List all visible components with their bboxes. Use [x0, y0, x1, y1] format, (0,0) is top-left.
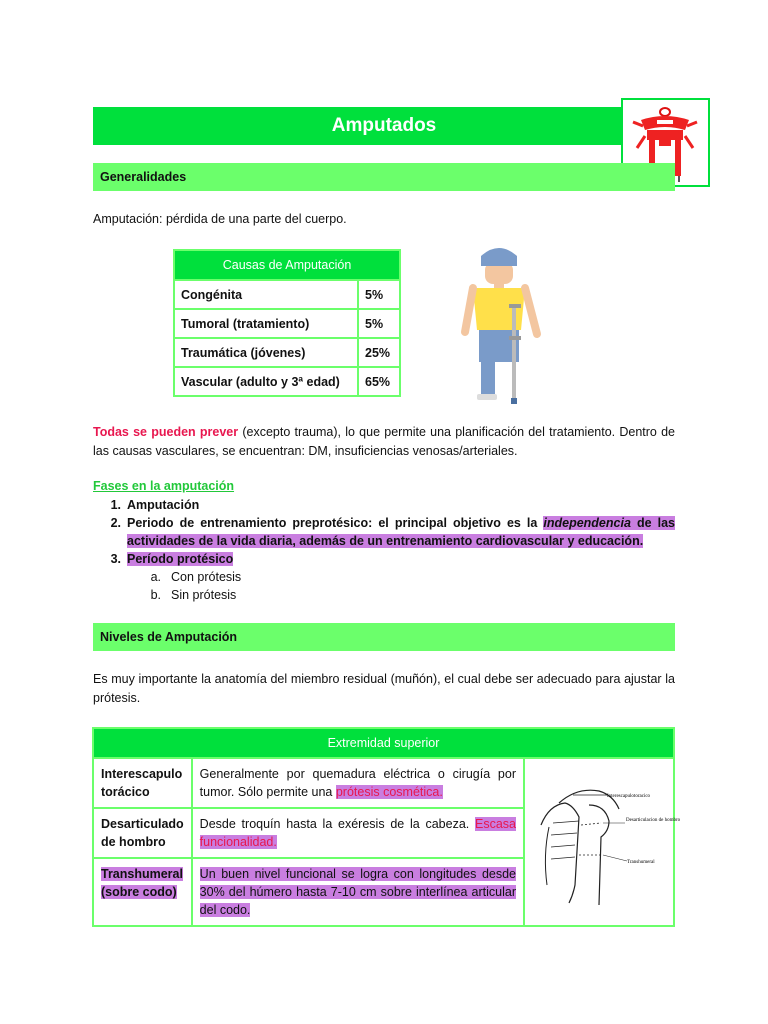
ext-table-header: Extremidad superior — [93, 728, 674, 758]
section-generalidades: Generalidades — [93, 163, 675, 191]
extremidad-superior-table — [92, 727, 681, 927]
page-title: Amputados — [93, 107, 675, 145]
niveles-text: Es muy importante la anatomía del miembro residual (muñón), el cual debe ser adecuado para ajustar la prótesis. — [93, 672, 675, 705]
causes-table-header: Causas de Amputación — [174, 250, 400, 280]
pct-cell: 5% — [358, 280, 400, 309]
diagram-label: Transhumeral — [627, 859, 655, 865]
prevent-strong: Todas se pueden prever — [93, 425, 239, 439]
list-item: 1. Amputación — [110, 498, 200, 512]
amputee-icon — [455, 242, 550, 407]
level-desc: Desde troquín hasta la exéresis de la cabeza. Escasa funcionalidad. — [192, 808, 524, 858]
shoulder-diagram-icon — [529, 765, 681, 915]
section-niveles: Niveles de Amputación — [93, 623, 675, 651]
diagram-label: Interescapulotoracico — [607, 793, 651, 799]
list-item: 2. Periodo de entrenamiento preprotésico: el principal objetivo es la independencia de las actividades de la vida diaria, además de un entrenamiento cardiovascular y educación. — [110, 516, 675, 548]
fases-heading — [93, 477, 234, 496]
cause-cell: Congénita — [174, 280, 358, 309]
cause-cell: Traumática (jóvenes) — [174, 338, 358, 367]
diagram-label: Desarticulacion de hombro — [626, 817, 681, 823]
list-item: a. Con prótesis — [150, 570, 242, 584]
table-row — [174, 280, 400, 309]
table-row — [174, 338, 400, 367]
level-label: Transhumeral (sobre codo) — [93, 858, 192, 926]
level-desc: Generalmente por quemadura eléctrica o cirugía por tumor. Sólo permite una prótesis cosmética. — [192, 758, 524, 808]
fases-list — [93, 496, 675, 604]
list-item: b. Sin prótesis — [150, 588, 237, 602]
causes-table — [173, 249, 401, 397]
amputee-illustration — [455, 242, 550, 407]
table-row — [174, 367, 400, 396]
fases-heading-text: Fases en la amputación — [93, 479, 235, 493]
table-row — [93, 758, 674, 808]
level-label: Interescapulo torácico — [93, 758, 192, 808]
pct-cell: 5% — [358, 309, 400, 338]
intro-text: Amputación: pérdida de una parte del cuerpo. — [93, 212, 347, 226]
prevent-rest: (excepto trauma), lo que permite una planificación del tratamiento. Dentro de las causas vasculares, se encuentran: DM, insuficiencias venosas/arteriales. — [93, 425, 675, 458]
table-row — [174, 309, 400, 338]
level-desc: Un buen nivel funcional se logra con longitudes desde 30% del húmero hasta 7-10 cm sobre interlínea articular del codo. — [192, 858, 524, 926]
level-label: Desarticulado de hombro — [93, 808, 192, 858]
shoulder-diagram-cell — [524, 758, 681, 926]
cause-cell: Vascular (adulto y 3ª edad) — [174, 367, 358, 396]
cause-cell: Tumoral (tratamiento) — [174, 309, 358, 338]
list-item: 3. Período protésico — [110, 552, 234, 566]
prevent-paragraph — [93, 423, 675, 461]
pct-cell: 25% — [358, 338, 400, 367]
pct-cell: 65% — [358, 367, 400, 396]
